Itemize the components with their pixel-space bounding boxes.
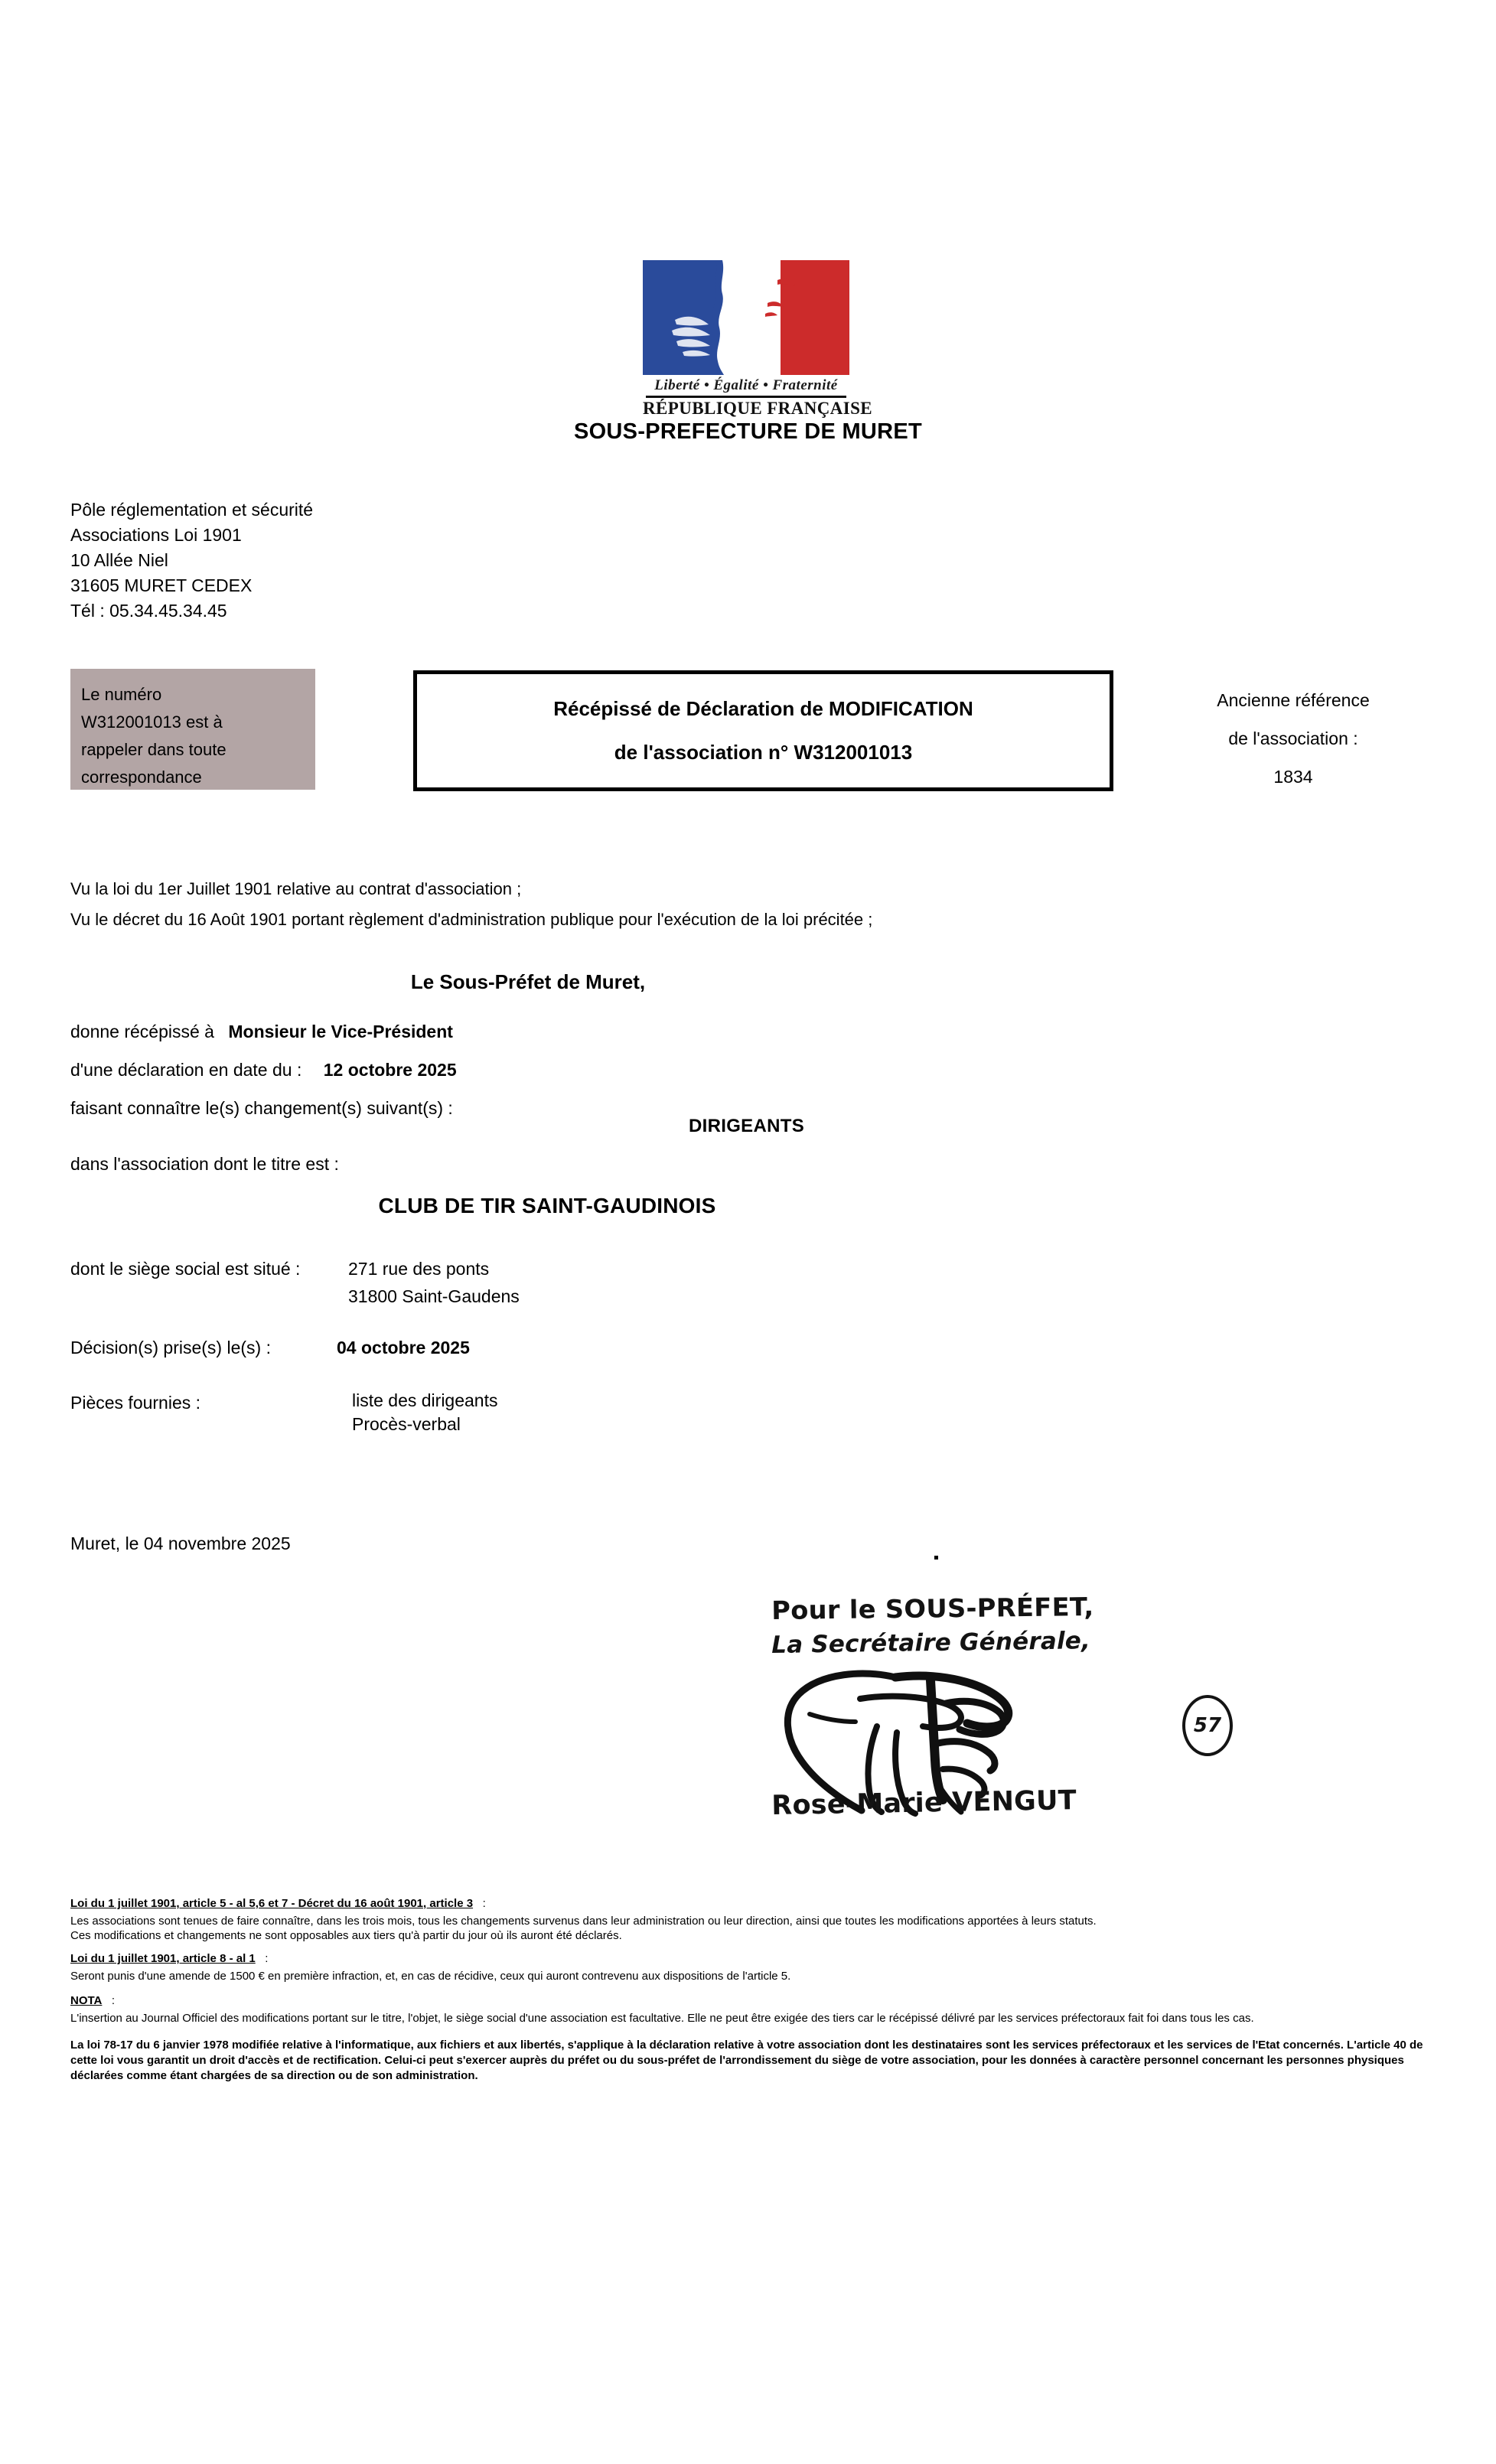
sender-street: 10 Allée Niel <box>70 550 168 570</box>
receipt-title-box <box>413 670 1113 791</box>
stamp-secretary-general-line: La Secrétaire Générale, <box>771 1627 1091 1659</box>
declaration-date-value: 12 octobre 2025 <box>323 1060 457 1080</box>
reminder-line-3: rappeler dans toute <box>81 740 227 759</box>
seat-label: dont le siège social est situé : <box>70 1259 301 1279</box>
scan-artifact-dot <box>934 1556 938 1560</box>
footer-note-2-heading: Loi du 1 juillet 1901, article 8 - al 1 <box>70 1952 256 1965</box>
declaration-date-label: d'une déclaration en date du : <box>70 1060 302 1080</box>
seat-street: 271 rue des ponts <box>348 1259 490 1279</box>
footer-note-3-heading: NOTA <box>70 1994 103 2007</box>
sender-phone: Tél : 05.34.45.34.45 <box>70 601 227 621</box>
emblem-divider <box>646 396 846 398</box>
place-and-date: Muret, le 04 novembre 2025 <box>70 1533 291 1553</box>
document-item: Procès-verbal <box>352 1414 461 1434</box>
old-reference-block <box>1148 681 1439 796</box>
footer-note-2-colon: : <box>265 1952 269 1965</box>
footer-note-1-heading-row <box>70 1896 1440 1911</box>
stamp-for-subprefect-line: Pour le SOUS-PRÉFET, <box>771 1591 1094 1625</box>
footer-note-1-body <box>70 1914 1440 1943</box>
receipt-title-line-2: de l'association n° W312001013 <box>614 741 913 764</box>
footer-note-1-body-line-1: Les associations sont tenues de faire connaître, dans les trois mois, tous les changements survenus dans leur administration ou leur direction, ainsi que toutes les modifications apportées à leurs statuts. <box>70 1915 1097 1928</box>
changes-label: faisant connaître le(s) changement(s) suivant(s) : <box>70 1098 453 1118</box>
footer-legal-notes <box>70 1896 1440 2084</box>
document-item: liste des dirigeants <box>352 1390 498 1410</box>
reminder-line-2: W312001013 est à <box>81 712 223 732</box>
old-reference-label-1: Ancienne référence <box>1217 690 1370 710</box>
signature-stamp <box>765 1591 1255 1848</box>
sender-city: 31605 MURET CEDEX <box>70 575 253 595</box>
footer-note-1-body-line-2: Ces modifications et changements ne sont opposables aux tiers qu'à partir du jour où ils auront été déclarés. <box>70 1929 622 1942</box>
old-reference-label-2: de l'association : <box>1228 728 1358 748</box>
national-motto: Liberté • Égalité • Fraternité <box>654 377 838 393</box>
stamp-circle-number: 57 <box>1182 1695 1233 1756</box>
page-title: SOUS-PREFECTURE DE MURET <box>573 419 923 444</box>
reference-reminder-box <box>70 669 315 790</box>
republique-francaise-logo <box>643 260 873 419</box>
footer-note-3-colon: : <box>111 1994 116 2007</box>
footer-note-3-body: L'insertion au Journal Officiel des modifications portant sur le titre, l'objet, le siège social d'une association est facultative. Elle ne peut être exigée des tiers car le récépissé délivré par les services préfectoraux fait foi dans tous les cas. <box>70 2012 1254 2025</box>
citation-law-1901: Vu la loi du 1er Juillet 1901 relative au contrat d'association ; <box>70 879 522 898</box>
documents-label: Pièces fournies : <box>70 1393 201 1413</box>
reminder-line-4: correspondance <box>81 768 202 787</box>
sender-department: Pôle réglementation et sécurité <box>70 500 314 520</box>
documents-list <box>352 1389 498 1436</box>
recipient-line <box>70 1022 453 1042</box>
citation-decree-1901: Vu le décret du 16 Août 1901 portant règlement d'administration publique pour l'exécution de la loi précitée ; <box>70 910 873 929</box>
sender-service: Associations Loi 1901 <box>70 525 242 545</box>
french-flag-marianne-icon <box>643 260 849 375</box>
republic-label: RÉPUBLIQUE FRANÇAISE <box>643 399 873 418</box>
footer-note-4-body: La loi 78-17 du 6 janvier 1978 modifiée relative à l'informatique, aux fichiers et aux libertés, s'applique à la déclaration relative à votre association dont les destinataires sont les services préfectoraux et les services de l'Etat concernés. L'article 40 de cette loi vous garantit un droit d'accès et de rectification. Celui-ci peut s'exercer auprès du préfet ou du sous-préfet de l'arrondissement du siège de votre association, pour les données à caractère personnel concernant les personnes physiques déclarées comme étant chargées de sa direction ou de son administration. <box>70 2039 1423 2082</box>
decision-label: Décision(s) prise(s) le(s) : <box>70 1338 271 1357</box>
recipient-value: Monsieur le Vice-Président <box>228 1022 453 1041</box>
reminder-line-1: Le numéro <box>81 685 162 704</box>
association-name: CLUB DE TIR SAINT-GAUDINOIS <box>378 1194 716 1217</box>
legal-citations-block <box>70 874 872 935</box>
footer-note-2-body: Seront punis d'une amende de 1500 € en première infraction, et, en cas de récidive, ceux qui auront contrevenu aux dispositions de l'article 5. <box>70 1970 791 1983</box>
changes-type-value: DIRIGEANTS <box>689 1116 805 1136</box>
seat-city: 31800 Saint-Gaudens <box>348 1286 520 1306</box>
footer-note-2-heading-row <box>70 1951 1440 1966</box>
footer-note-3-heading-row <box>70 1993 1440 2008</box>
issuing-authority: Le Sous-Préfet de Muret, <box>410 970 646 993</box>
recipient-label: donne récépissé à <box>70 1022 214 1041</box>
footer-note-1-colon: : <box>482 1897 486 1910</box>
decision-date-value: 04 octobre 2025 <box>337 1338 470 1357</box>
receipt-title-line-1: Récépissé de Déclaration de MODIFICATION <box>553 697 973 720</box>
old-reference-value: 1834 <box>1273 767 1313 787</box>
stamp-signer-name: Rose-Marie VENGUT <box>771 1785 1077 1821</box>
declaration-date-line <box>70 1060 457 1080</box>
association-label: dans l'association dont le titre est : <box>70 1154 339 1174</box>
footer-note-1-heading: Loi du 1 juillet 1901, article 5 - al 5,6 et 7 - Décret du 16 août 1901, article 3 <box>70 1897 474 1910</box>
sender-address-block <box>70 497 313 624</box>
